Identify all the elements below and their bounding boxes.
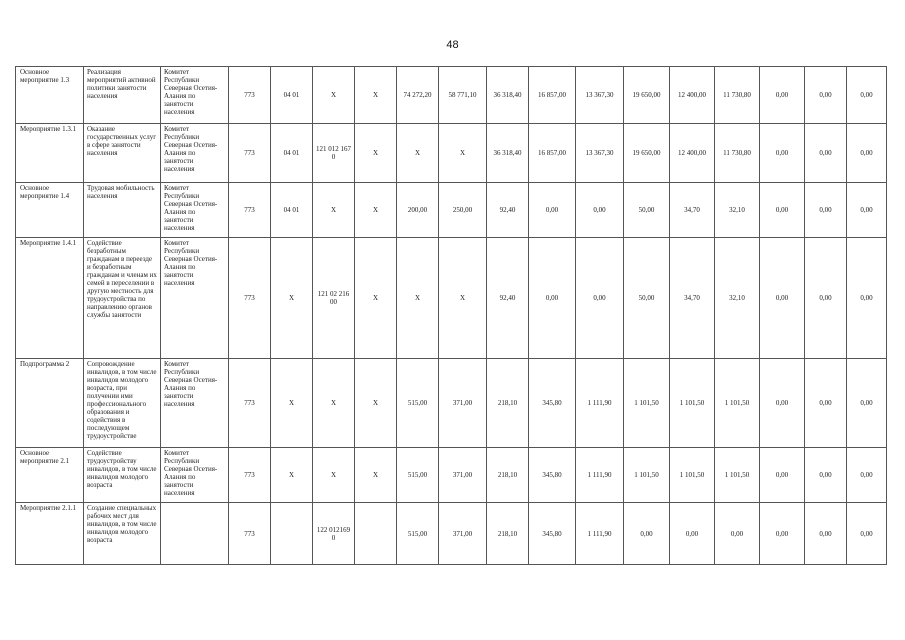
year-2018-cell: 0,00 <box>576 238 624 359</box>
section-code-cell <box>271 503 313 565</box>
program-description-cell: Создание специальных рабочих мест для инвалидов, в том числе инвалидов молодого возраста <box>84 503 161 565</box>
section-code-cell: X <box>271 238 313 359</box>
year-2016-cell: 218,10 <box>487 448 529 503</box>
year-2017-cell: 16 857,00 <box>529 124 576 183</box>
year-2018-cell: 1 111,90 <box>576 503 624 565</box>
program-name-cell: Основное мероприятие 2.1 <box>16 448 84 503</box>
year-2014-cell: 74 272,20 <box>397 67 439 124</box>
executor-cell: Комитет Республики Северная Осетия-Алания по занятости населения <box>161 359 229 448</box>
grbs-code-cell: 773 <box>229 67 271 124</box>
year-2021-cell: 32,10 <box>715 183 760 238</box>
section-code-cell: 04 01 <box>271 67 313 124</box>
year-2022-cell: 0,00 <box>760 448 805 503</box>
expense-type-cell: X <box>355 238 397 359</box>
budget-table <box>15 66 887 565</box>
program-description-cell: Реализация мероприятий активной политики занятости населения <box>84 67 161 124</box>
budget-table-body <box>16 67 887 565</box>
year-2015-cell: 371,00 <box>439 359 487 448</box>
year-2023-cell: 0,00 <box>805 503 847 565</box>
year-2016-cell: 36 318,40 <box>487 67 529 124</box>
table-row <box>16 503 887 565</box>
year-2021-cell: 0,00 <box>715 503 760 565</box>
program-description-cell: Сопровождение инвалидов, в том числе инвалидов молодого возраста, при получении ими профессионального образования и содействия в последующем трудоустройстве <box>84 359 161 448</box>
section-code-cell: 04 01 <box>271 124 313 183</box>
grbs-code-cell: 773 <box>229 238 271 359</box>
grbs-code-cell: 773 <box>229 359 271 448</box>
year-2022-cell: 0,00 <box>760 238 805 359</box>
year-2024-cell: 0,00 <box>847 67 887 124</box>
year-2024-cell: 0,00 <box>847 124 887 183</box>
year-2020-cell: 12 400,00 <box>670 67 715 124</box>
year-2014-cell: 515,00 <box>397 448 439 503</box>
grbs-code-cell: 773 <box>229 183 271 238</box>
year-2019-cell: 19 650,00 <box>624 124 670 183</box>
year-2022-cell: 0,00 <box>760 503 805 565</box>
year-2021-cell: 11 730,80 <box>715 67 760 124</box>
year-2024-cell: 0,00 <box>847 183 887 238</box>
year-2023-cell: 0,00 <box>805 124 847 183</box>
page-number: 48 <box>446 39 459 51</box>
grbs-code-cell: 773 <box>229 448 271 503</box>
target-article-cell: 121 02 216 00 <box>313 238 355 359</box>
grbs-code-cell: 773 <box>229 124 271 183</box>
year-2014-cell: 515,00 <box>397 359 439 448</box>
expense-type-cell: X <box>355 359 397 448</box>
year-2014-cell: 200,00 <box>397 183 439 238</box>
year-2021-cell: 32,10 <box>715 238 760 359</box>
year-2024-cell: 0,00 <box>847 503 887 565</box>
year-2020-cell: 12 400,00 <box>670 124 715 183</box>
executor-cell: Комитет Республики Северная Осетия-Алания по занятости населения <box>161 124 229 183</box>
year-2017-cell: 345,80 <box>529 503 576 565</box>
executor-cell <box>161 503 229 565</box>
target-article-cell: X <box>313 359 355 448</box>
year-2017-cell: 16 857,00 <box>529 67 576 124</box>
target-article-cell: 122 012169 0 <box>313 503 355 565</box>
year-2022-cell: 0,00 <box>760 359 805 448</box>
year-2017-cell: 0,00 <box>529 238 576 359</box>
executor-cell: Комитет Республики Северная Осетия-Алания по занятости населения <box>161 238 229 359</box>
year-2015-cell: 250,00 <box>439 183 487 238</box>
target-article-cell: X <box>313 67 355 124</box>
year-2018-cell: 13 367,30 <box>576 67 624 124</box>
table-row <box>16 183 887 238</box>
year-2024-cell: 0,00 <box>847 448 887 503</box>
year-2024-cell: 0,00 <box>847 359 887 448</box>
expense-type-cell: X <box>355 183 397 238</box>
year-2020-cell: 1 101,50 <box>670 448 715 503</box>
expense-type-cell <box>355 503 397 565</box>
section-code-cell: X <box>271 359 313 448</box>
year-2022-cell: 0,00 <box>760 67 805 124</box>
section-code-cell: X <box>271 448 313 503</box>
year-2021-cell: 1 101,50 <box>715 359 760 448</box>
target-article-cell: X <box>313 448 355 503</box>
executor-cell: Комитет Республики Северная Осетия-Алания по занятости населения <box>161 67 229 124</box>
year-2024-cell: 0,00 <box>847 238 887 359</box>
year-2016-cell: 92,40 <box>487 238 529 359</box>
year-2021-cell: 11 730,80 <box>715 124 760 183</box>
program-name-cell: Основное мероприятие 1.4 <box>16 183 84 238</box>
program-name-cell: Подпрограмма 2 <box>16 359 84 448</box>
year-2018-cell: 13 367,30 <box>576 124 624 183</box>
target-article-cell: 121 012 167 0 <box>313 124 355 183</box>
year-2015-cell: X <box>439 238 487 359</box>
year-2019-cell: 1 101,50 <box>624 359 670 448</box>
year-2021-cell: 1 101,50 <box>715 448 760 503</box>
year-2019-cell: 50,00 <box>624 183 670 238</box>
year-2020-cell: 34,70 <box>670 183 715 238</box>
program-name-cell: Основное мероприятие 1.3 <box>16 67 84 124</box>
program-description-cell: Содействие безработным гражданам в переезде и безработным гражданам и членам их семей в переселении в другую местность для трудоустройства по направлению органов службы занятости <box>84 238 161 359</box>
year-2023-cell: 0,00 <box>805 67 847 124</box>
year-2016-cell: 92,40 <box>487 183 529 238</box>
year-2018-cell: 1 111,90 <box>576 359 624 448</box>
year-2014-cell: 515,00 <box>397 503 439 565</box>
year-2014-cell: X <box>397 124 439 183</box>
program-name-cell: Мероприятие 2.1.1 <box>16 503 84 565</box>
year-2020-cell: 1 101,50 <box>670 359 715 448</box>
year-2020-cell: 34,70 <box>670 238 715 359</box>
expense-type-cell: X <box>355 448 397 503</box>
year-2017-cell: 345,80 <box>529 359 576 448</box>
year-2023-cell: 0,00 <box>805 238 847 359</box>
year-2023-cell: 0,00 <box>805 359 847 448</box>
table-row <box>16 448 887 503</box>
year-2020-cell: 0,00 <box>670 503 715 565</box>
year-2022-cell: 0,00 <box>760 124 805 183</box>
section-code-cell: 04 01 <box>271 183 313 238</box>
table-row <box>16 124 887 183</box>
program-name-cell: Мероприятие 1.4.1 <box>16 238 84 359</box>
year-2016-cell: 36 318,40 <box>487 124 529 183</box>
table-row <box>16 238 887 359</box>
program-name-cell: Мероприятие 1.3.1 <box>16 124 84 183</box>
year-2019-cell: 0,00 <box>624 503 670 565</box>
year-2015-cell: 58 771,10 <box>439 67 487 124</box>
executor-cell: Комитет Республики Северная Осетия-Алания по занятости населения <box>161 183 229 238</box>
executor-cell: Комитет Республики Северная Осетия-Алания по занятости населения <box>161 448 229 503</box>
year-2019-cell: 1 101,50 <box>624 448 670 503</box>
year-2015-cell: 371,00 <box>439 503 487 565</box>
year-2019-cell: 50,00 <box>624 238 670 359</box>
grbs-code-cell: 773 <box>229 503 271 565</box>
expense-type-cell: X <box>355 124 397 183</box>
year-2018-cell: 1 111,90 <box>576 448 624 503</box>
year-2016-cell: 218,10 <box>487 503 529 565</box>
program-description-cell: Оказание государственных услуг в сфере занятости населения <box>84 124 161 183</box>
table-row <box>16 359 887 448</box>
year-2022-cell: 0,00 <box>760 183 805 238</box>
year-2014-cell: X <box>397 238 439 359</box>
program-description-cell: Содействие трудоустройству инвалидов, в том числе инвалидов молодого возраста <box>84 448 161 503</box>
year-2015-cell: X <box>439 124 487 183</box>
year-2015-cell: 371,00 <box>439 448 487 503</box>
program-description-cell: Трудовая мобильность населения <box>84 183 161 238</box>
year-2023-cell: 0,00 <box>805 183 847 238</box>
year-2017-cell: 345,80 <box>529 448 576 503</box>
expense-type-cell: X <box>355 67 397 124</box>
year-2019-cell: 19 650,00 <box>624 67 670 124</box>
year-2018-cell: 0,00 <box>576 183 624 238</box>
target-article-cell: X <box>313 183 355 238</box>
table-row <box>16 67 887 124</box>
year-2017-cell: 0,00 <box>529 183 576 238</box>
year-2016-cell: 218,10 <box>487 359 529 448</box>
year-2023-cell: 0,00 <box>805 448 847 503</box>
